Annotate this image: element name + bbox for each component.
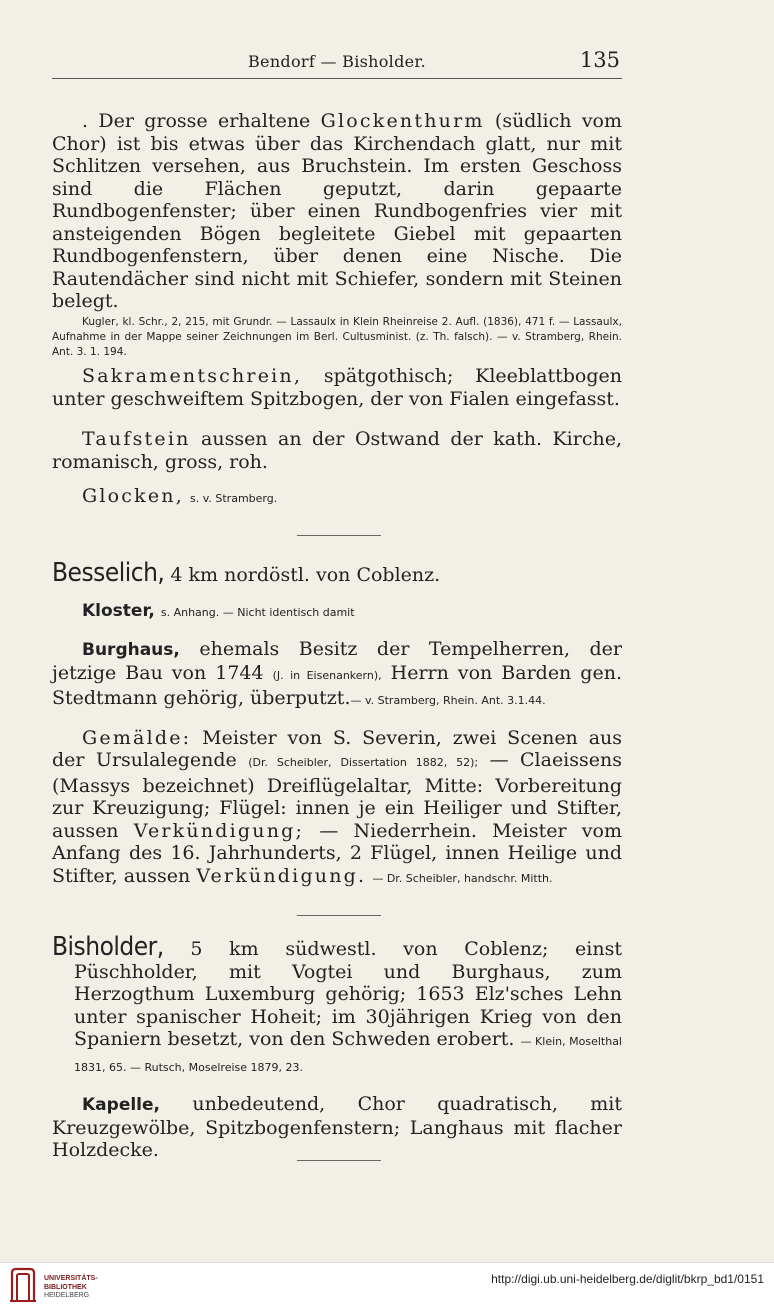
entry-besselich bbox=[52, 558, 623, 890]
para-text: — Claeissens (Massys bezeichnet) Dreiflügelaltar, Mitte: Vorbereitung zur Kreuzigung; Flügel: innen je ein Heiliger und Stifter, aussen bbox=[52, 749, 622, 842]
library-name-line: BIBLIOTHEK bbox=[44, 1283, 87, 1291]
paragraph-glockenthurm bbox=[52, 110, 622, 360]
term-kapelle: Kapelle, bbox=[82, 1095, 160, 1115]
reference-kloster: s. Anhang. — Nicht identisch damit bbox=[160, 605, 355, 619]
term-glocken: Glocken, bbox=[82, 485, 184, 507]
para-text: Meister von S. Severin, zwei Scenen aus der Ursulalegende bbox=[52, 726, 623, 771]
section-divider bbox=[297, 535, 381, 536]
source-url-link[interactable]: http://digi.ub.uni-heidelberg.de/diglit/bkrp_bd1/0151 bbox=[491, 1272, 764, 1286]
paragraph-sakramentschrein bbox=[52, 365, 622, 410]
paragraph-glocken bbox=[52, 485, 622, 511]
reference-bisholder: — Klein, Moselthal 1831, 65. — Rutsch, Moselreise 1879, 23. bbox=[74, 1035, 622, 1074]
inline-note: (Dr. Scheibler, Dissertation 1882, 52); bbox=[248, 756, 479, 769]
para-text: ehemals Besitz der Tempelherren, der jetzige Bau von bbox=[52, 638, 622, 684]
year: 1744 bbox=[215, 661, 264, 684]
place-location: 4 km nordöstl. von Coblenz. bbox=[170, 564, 441, 586]
spaced-word: Verkündigung. bbox=[196, 864, 367, 887]
entry-bisholder bbox=[52, 932, 623, 1162]
paragraph-taufstein bbox=[52, 428, 622, 473]
para-start: . Der grosse erhaltene bbox=[82, 110, 311, 132]
inline-note: (J. in Eisenankern), bbox=[272, 668, 382, 682]
digitization-footer bbox=[0, 1262, 774, 1315]
term-glockenthurm: Glockenthurm bbox=[320, 110, 485, 132]
running-title: Bendorf — Bisholder. bbox=[248, 52, 426, 71]
term-taufstein: Taufstein bbox=[82, 428, 191, 450]
reference-burghaus: — v. Stramberg, Rhein. Ant. 3.1.44. bbox=[350, 694, 546, 707]
library-name-line: UNIVERSITÄTS- bbox=[44, 1275, 98, 1282]
term-burghaus: Burghaus, bbox=[82, 640, 180, 660]
para-text: Herrn von Barden gen. Stedtmann gehörig, überputzt. bbox=[52, 661, 622, 709]
running-header bbox=[52, 48, 622, 79]
term-kloster: Kloster, bbox=[82, 600, 155, 621]
library-name-line: HEIDELBERG bbox=[44, 1292, 90, 1299]
para-text: (südlich vom Chor) ist bis etwas über das Kirchendach glatt, nur mit Schlitzen versehen, aus Bruchstein. Im ersten Geschoss sind die Flächen geputzt, darin gepaarte Rundbogenfenster; über einen Rundbogenfries vier mit ansteigenden Bögen begleitete Giebel mit gepaarten Rundbogenfenstern, über denen eine Nische. Die Rautendächer sind nicht mit Schiefer, sondern mit Steinen belegt. bbox=[52, 110, 623, 312]
spaced-word: Verkündigung; bbox=[133, 819, 305, 842]
para-text: 5 km südwestl. von Coblenz; einst Püschholder, mit Vogtei und Burghaus, zum Herzogthum Luxemburg gehörig; 1653 Elz'sches Lehn unter spanischer Hoheit; im 30jährigen Krieg von den Spaniern besetzt, von den Schweden erobert. bbox=[74, 938, 622, 1050]
place-name-bisholder: Bisholder, bbox=[52, 932, 164, 962]
library-name bbox=[44, 1275, 98, 1301]
reference-glockenthurm: Kugler, kl. Schr., 2, 215, mit Grundr. — Lassaulx in Klein Rheinreise 2. Aufl. (1836), 471 f. — Lassaulx, Aufnahme in der Mappe seiner Zeichnungen im Berl. Cultusminist. (z. Th. falsch). — v. Stramberg, Rhein. Ant. 3. 1. 194. bbox=[52, 315, 622, 358]
para-text: aussen an der Ostwand der kath. Kirche, romanisch, gross, roh. bbox=[52, 428, 622, 473]
term-sakramentschrein: Sakramentschrein, bbox=[82, 365, 303, 387]
page-number: 135 bbox=[579, 48, 620, 72]
para-text: spätgothisch; Kleeblattbogen unter geschweiftem Spitzbogen, der von Fialen eingefasst. bbox=[52, 365, 622, 410]
para-text: — Niederrhein. Meister vom Anfang des 16. Jahrhunderts, 2 Flügel, innen Heilige und Stifter, aussen bbox=[52, 819, 622, 887]
para-text: unbedeutend, Chor quadratisch, mit Kreuzgewölbe, Spitzbogenfenstern; Langhaus mit flacher Holzdecke. bbox=[52, 1093, 623, 1161]
reference-gemaelde: — Dr. Scheibler, handschr. Mitth. bbox=[372, 871, 553, 885]
section-divider bbox=[297, 1160, 381, 1161]
place-name-besselich: Besselich, bbox=[52, 558, 165, 588]
heidelberg-library-logo-icon bbox=[10, 1267, 36, 1303]
section-divider bbox=[297, 915, 381, 916]
term-gemaelde: Gemälde: bbox=[82, 726, 192, 749]
reference-glocken: s. v. Stramberg. bbox=[190, 492, 278, 505]
